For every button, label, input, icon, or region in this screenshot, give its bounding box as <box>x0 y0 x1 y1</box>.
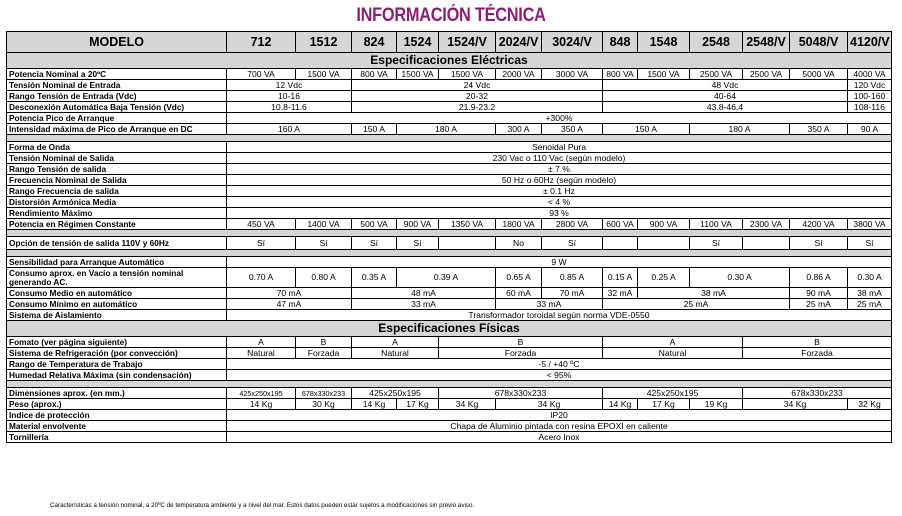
cell: 100-160 <box>848 91 892 102</box>
cell: ± 0.1 Hz <box>227 186 892 197</box>
row-label: Indice de protección <box>7 410 227 421</box>
row-label: Potencia en Régimen Constante <box>7 219 227 230</box>
cell: 32 Kg <box>848 399 892 410</box>
row-label: Humedad Relativa Máxima (sin condensación) <box>7 370 227 381</box>
cell: 700 VA <box>227 69 296 80</box>
cell: 4200 VA <box>790 219 848 230</box>
model-1524: 1524 <box>397 32 439 53</box>
cell: Acero Inox <box>227 432 892 443</box>
cell: 900 VA <box>638 219 690 230</box>
cell: 1100 VA <box>690 219 743 230</box>
cell: 34 Kg <box>743 399 848 410</box>
model-header-label: MODELO <box>7 32 227 53</box>
model-824: 824 <box>352 32 397 53</box>
table-row <box>7 113 892 124</box>
model-2024v: 2024/V <box>496 32 542 53</box>
cell: 425x250x195 <box>603 388 743 399</box>
table-row <box>7 219 892 230</box>
cell: Sí <box>848 237 892 250</box>
cell: 38 mA <box>848 288 892 299</box>
model-848: 848 <box>603 32 638 53</box>
cell: 1500 VA <box>397 69 439 80</box>
model-5048v: 5048/V <box>790 32 848 53</box>
cell: 678x330x233 <box>743 388 892 399</box>
cell: 38 mA <box>638 288 790 299</box>
table-row <box>7 102 892 113</box>
spacer <box>7 230 892 237</box>
cell: Sí <box>296 237 352 250</box>
table-row <box>7 164 892 175</box>
table-row <box>7 91 892 102</box>
table-row <box>7 124 892 135</box>
row-label: Opción de tensión de salida 110V y 60Hz <box>7 237 227 250</box>
section-electrical <box>7 53 892 69</box>
row-label: Desconexión Automática Baja Tensión (Vdc) <box>7 102 227 113</box>
cell: 14 Kg <box>603 399 638 410</box>
row-label: Rango de Temperatura de Trabajo <box>7 359 227 370</box>
cell: 33 mA <box>496 299 603 310</box>
cell: 900 VA <box>397 219 439 230</box>
cell: 2500 VA <box>743 69 790 80</box>
cell: 93 % <box>227 208 892 219</box>
model-2548: 2548 <box>690 32 743 53</box>
table-row <box>7 432 892 443</box>
table-row <box>7 69 892 80</box>
row-label: Peso (aprox.) <box>7 399 227 410</box>
cell: 90 A <box>848 124 892 135</box>
model-3024v: 3024/V <box>542 32 603 53</box>
cell: Chapa de Aluminio pintada con resina EPOXI en caliente <box>227 421 892 432</box>
cell: 70 mA <box>227 288 352 299</box>
row-label: Potencia Pico de Arranque <box>7 113 227 124</box>
cell: 300 A <box>496 124 542 135</box>
cell: 678x330x233 <box>439 388 603 399</box>
cell: Sí <box>352 237 397 250</box>
table-row <box>7 359 892 370</box>
table-row <box>7 208 892 219</box>
section-title: Especificaciones Eléctricas <box>7 53 892 69</box>
cell: 450 VA <box>227 219 296 230</box>
model-header-row <box>7 32 892 53</box>
table-row <box>7 310 892 321</box>
model-4120v: 4120/V <box>848 32 892 53</box>
row-label: Tornillería <box>7 432 227 443</box>
table-row <box>7 299 892 310</box>
spacer <box>7 135 892 142</box>
row-label: Rango Tensión de Entrada (Vdc) <box>7 91 227 102</box>
cell: 0.25 A <box>638 268 690 288</box>
row-label: Intensidad máxima de Pico de Arranque en DC <box>7 124 227 135</box>
cell: ± 7 % <box>227 164 892 175</box>
table-row <box>7 348 892 359</box>
table-row <box>7 388 892 399</box>
page-title: INFORMACIÓN TÉCNICA <box>356 5 546 26</box>
table-row <box>7 399 892 410</box>
cell: 0.70 A <box>227 268 296 288</box>
cell: 21.9-23.2 <box>352 102 603 113</box>
cell: 17 Kg <box>638 399 690 410</box>
cell: 0.15 A <box>603 268 638 288</box>
cell: 34 Kg <box>496 399 603 410</box>
cell: 1400 VA <box>296 219 352 230</box>
cell: 150 A <box>352 124 397 135</box>
table-row <box>7 370 892 381</box>
cell: 48 Vdc <box>603 80 848 91</box>
cell: 0.65 A <box>496 268 542 288</box>
cell: 32 mA <box>603 288 638 299</box>
cell: 24 Vdc <box>352 80 603 91</box>
cell: 800 VA <box>603 69 638 80</box>
cell: 678x330x233 <box>296 388 352 399</box>
table-row <box>7 142 892 153</box>
table-row <box>7 257 892 268</box>
table-row <box>7 268 892 288</box>
table-row <box>7 80 892 91</box>
cell: 350 A <box>542 124 603 135</box>
cell: Senoidal Pura <box>227 142 892 153</box>
cell: 425x250x195 <box>227 388 296 399</box>
cell: 2500 VA <box>690 69 743 80</box>
cell: 34 Kg <box>439 399 496 410</box>
row-label: Forma de Onda <box>7 142 227 153</box>
cell: Forzada <box>743 348 892 359</box>
cell: 0.39 A <box>397 268 496 288</box>
cell: 4000 VA <box>848 69 892 80</box>
cell: A <box>603 337 743 348</box>
spacer-row <box>7 381 892 388</box>
cell <box>638 237 690 250</box>
row-label: Consumo Medio en automático <box>7 288 227 299</box>
cell: 3800 VA <box>848 219 892 230</box>
cell: +300% <box>227 113 892 124</box>
cell: 160 A <box>227 124 352 135</box>
cell: 180 A <box>690 124 790 135</box>
cell <box>743 237 790 250</box>
table-row <box>7 288 892 299</box>
row-label: Distorsión Armónica Media <box>7 197 227 208</box>
table-row <box>7 410 892 421</box>
cell: 500 VA <box>352 219 397 230</box>
section-title: Especificaciones Físicas <box>7 321 892 337</box>
cell: 0.35 A <box>352 268 397 288</box>
table-row <box>7 337 892 348</box>
row-label: Sensibilidad para Arranque Automático <box>7 257 227 268</box>
cell: 25 mA <box>790 299 848 310</box>
cell: 120 Vdc <box>848 80 892 91</box>
cell: Forzada <box>439 348 603 359</box>
cell: 600 VA <box>603 219 638 230</box>
cell: 0.86 A <box>790 268 848 288</box>
spacer-row <box>7 230 892 237</box>
cell: < 4 % <box>227 197 892 208</box>
cell: 9 W <box>227 257 892 268</box>
table-row <box>7 197 892 208</box>
cell: A <box>352 337 439 348</box>
row-label: Tensión Nominal de Entrada <box>7 80 227 91</box>
cell: 19 Kg <box>690 399 743 410</box>
cell: 2000 VA <box>496 69 542 80</box>
cell: Sí <box>227 237 296 250</box>
cell: 48 mA <box>352 288 496 299</box>
cell: 25 mA <box>603 299 790 310</box>
spacer <box>7 250 892 257</box>
cell: 5000 VA <box>790 69 848 80</box>
cell <box>603 237 638 250</box>
technical-spec-table <box>6 31 892 443</box>
cell: 230 Vac o 110 Vac (según modelo) <box>227 153 892 164</box>
table-row <box>7 186 892 197</box>
cell: 43.8-46.4 <box>603 102 848 113</box>
cell: 50 Hz o 60Hz (según modelo) <box>227 175 892 186</box>
cell: Sí <box>542 237 603 250</box>
cell: 0.85 A <box>542 268 603 288</box>
spacer <box>7 381 892 388</box>
cell: 0.30 A <box>690 268 790 288</box>
cell: 10.8-11.6 <box>227 102 352 113</box>
table-row <box>7 153 892 164</box>
row-label: Rango Frecuencia de salida <box>7 186 227 197</box>
cell: Natural <box>352 348 439 359</box>
cell: 20-32 <box>352 91 603 102</box>
cell: A <box>227 337 296 348</box>
cell: 2800 VA <box>542 219 603 230</box>
cell: Natural <box>227 348 296 359</box>
cell: 10-16 <box>227 91 352 102</box>
cell: 12 Vdc <box>227 80 352 91</box>
cell: 47 mA <box>227 299 352 310</box>
cell: 14 Kg <box>352 399 397 410</box>
cell: 40-64 <box>603 91 848 102</box>
cell: 25 mA <box>848 299 892 310</box>
cell: B <box>743 337 892 348</box>
cell: 60 mA <box>496 288 542 299</box>
spacer-row <box>7 250 892 257</box>
row-label: Material envolvente <box>7 421 227 432</box>
section-physical <box>7 321 892 337</box>
footnote: Características a tensión nominal, a 20ºC de temperatura ambiente y a nivel del mar. Estos datos pueden estar sujetos a modificaciones sin previo aviso. <box>50 502 475 509</box>
cell: 1800 VA <box>496 219 542 230</box>
cell: -5 / +40 ºC <box>227 359 892 370</box>
model-1548: 1548 <box>638 32 690 53</box>
cell: 0.30 A <box>848 268 892 288</box>
cell: Forzada <box>296 348 352 359</box>
model-1512: 1512 <box>296 32 352 53</box>
cell: No <box>496 237 542 250</box>
row-label: Sistema de Aislamiento <box>7 310 227 321</box>
row-label: Tensión Nominal de Salida <box>7 153 227 164</box>
table-row <box>7 237 892 250</box>
cell: 17 Kg <box>397 399 439 410</box>
row-label: Frecuencia Nominal de Salida <box>7 175 227 186</box>
cell: 2300 VA <box>743 219 790 230</box>
cell: B <box>439 337 603 348</box>
cell: 800 VA <box>352 69 397 80</box>
table-row <box>7 175 892 186</box>
row-label: Consumo aprox. en Vacío a tensión nominal generando AC. <box>7 268 227 288</box>
row-label: Rango Tensión de salida <box>7 164 227 175</box>
cell: 180 A <box>397 124 496 135</box>
cell: Sí <box>397 237 439 250</box>
cell: 1350 VA <box>439 219 496 230</box>
cell: 14 Kg <box>227 399 296 410</box>
cell: 1500 VA <box>296 69 352 80</box>
spacer-row <box>7 135 892 142</box>
row-label: Fomato (ver página siguiente) <box>7 337 227 348</box>
cell: IP20 <box>227 410 892 421</box>
row-label: Potencia Nominal a 20ºC <box>7 69 227 80</box>
cell: 425x250x195 <box>352 388 439 399</box>
model-2548v: 2548/V <box>743 32 790 53</box>
cell: 1500 VA <box>638 69 690 80</box>
cell: 350 A <box>790 124 848 135</box>
cell: 0.80 A <box>296 268 352 288</box>
row-label: Sistema de Refrigeración (por convección) <box>7 348 227 359</box>
table-row <box>7 421 892 432</box>
row-label: Dimensiones aprox. (en mm.) <box>7 388 227 399</box>
cell: Sí <box>690 237 743 250</box>
cell: Transformador toroidal según norma VDE-0550 <box>227 310 892 321</box>
cell: 3000 VA <box>542 69 603 80</box>
cell: Natural <box>603 348 743 359</box>
cell: 108-116 <box>848 102 892 113</box>
model-712: 712 <box>227 32 296 53</box>
row-label: Consumo Mínimo en automático <box>7 299 227 310</box>
cell: 90 mA <box>790 288 848 299</box>
model-1524v: 1524/V <box>439 32 496 53</box>
cell: 33 mA <box>352 299 496 310</box>
cell: B <box>296 337 352 348</box>
cell <box>439 237 496 250</box>
row-label: Rendimiento Máximo <box>7 208 227 219</box>
cell: 150 A <box>603 124 690 135</box>
cell: Sí <box>790 237 848 250</box>
cell: 70 mA <box>542 288 603 299</box>
cell: < 95% <box>227 370 892 381</box>
cell: 30 Kg <box>296 399 352 410</box>
cell: 1500 VA <box>439 69 496 80</box>
